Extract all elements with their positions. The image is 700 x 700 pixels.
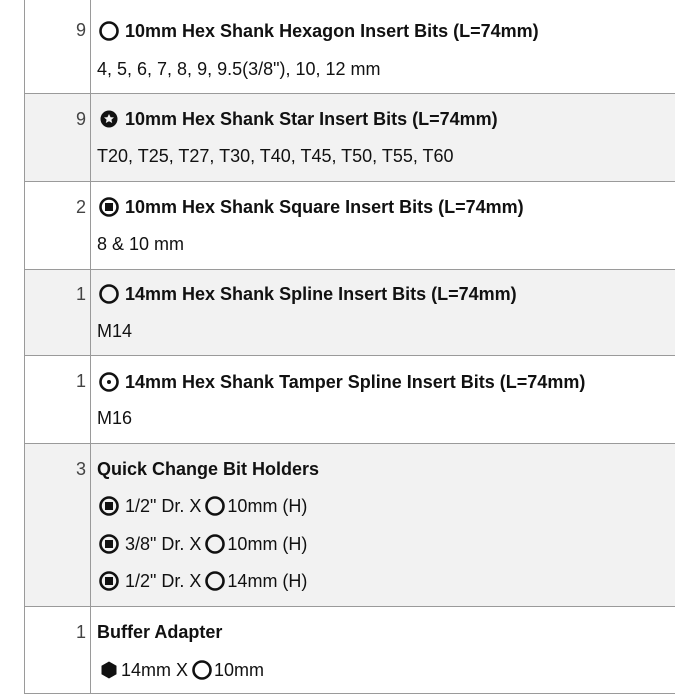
quantity-column-border	[90, 0, 91, 694]
table-row-square-bits	[25, 182, 675, 270]
hexagon-outline-icon	[203, 569, 227, 593]
filled-hexagon-icon	[97, 658, 121, 682]
square-drive-icon	[97, 532, 121, 556]
row-detail: T20, T25, T27, T30, T40, T45, T50, T55, T60	[97, 145, 454, 166]
row-detail: M16	[97, 407, 133, 428]
hexagon-outline-icon	[203, 494, 227, 518]
row-title: Buffer Adapter	[97, 621, 223, 642]
holder-size-text: 10mm (H)	[227, 495, 308, 516]
table-row-spline-bits	[25, 270, 675, 356]
row-quantity: 1	[75, 284, 86, 304]
row-title: Quick Change Bit Holders	[97, 458, 320, 479]
table-row-hexagon-bits	[25, 0, 675, 94]
list-item	[97, 569, 307, 593]
row-title	[97, 19, 539, 43]
hexagon-outline-icon	[97, 19, 121, 43]
row-divider	[25, 693, 675, 694]
row-title	[97, 107, 498, 131]
list-item	[97, 532, 307, 556]
tamper-spline-socket-icon	[97, 370, 121, 394]
square-drive-icon	[97, 494, 121, 518]
row-detail: M14	[97, 320, 133, 341]
row-title-text: 10mm Hex Shank Hexagon Insert Bits (L=74mm)	[125, 20, 539, 41]
holder-drive-text: 3/8" Dr. X	[125, 533, 202, 554]
row-quantity: 1	[75, 371, 86, 391]
row-title	[97, 370, 585, 394]
table-row-tamper-spline-bits	[25, 356, 675, 444]
table-row-bit-holders	[25, 444, 675, 607]
holder-size-text: 14mm (H)	[227, 570, 308, 591]
row-title-text: 10mm Hex Shank Square Insert Bits (L=74mm)	[125, 196, 524, 217]
row-quantity: 1	[75, 622, 86, 642]
square-socket-icon	[97, 195, 121, 219]
row-quantity: 3	[75, 459, 86, 479]
table-row-buffer-adapter	[25, 607, 675, 694]
holder-drive-text: 1/2" Dr. X	[125, 570, 202, 591]
table-row-star-bits	[25, 94, 675, 182]
adapter-detail	[97, 658, 264, 682]
row-quantity: 9	[75, 20, 86, 40]
row-title-text: 10mm Hex Shank Star Insert Bits (L=74mm)	[125, 108, 498, 129]
row-quantity: 9	[75, 109, 86, 129]
hexagon-outline-icon	[190, 658, 214, 682]
star-socket-icon	[97, 107, 121, 131]
square-drive-icon	[97, 569, 121, 593]
list-item	[97, 494, 307, 518]
adapter-from-text: 14mm X	[121, 659, 189, 680]
spline-socket-icon	[97, 282, 121, 306]
holder-drive-text: 1/2" Dr. X	[125, 495, 202, 516]
row-detail: 8 & 10 mm	[97, 233, 185, 254]
row-title	[97, 195, 524, 219]
holder-size-text: 10mm (H)	[227, 533, 308, 554]
adapter-to-text: 10mm	[214, 659, 265, 680]
row-quantity: 2	[75, 197, 86, 217]
row-title-text: 14mm Hex Shank Tamper Spline Insert Bits (L=74mm)	[125, 371, 586, 392]
row-title-text: 14mm Hex Shank Spline Insert Bits (L=74mm)	[125, 283, 517, 304]
row-title	[97, 282, 517, 306]
hexagon-outline-icon	[203, 532, 227, 556]
row-detail: 4, 5, 6, 7, 8, 9, 9.5(3/8"), 10, 12 mm	[97, 58, 381, 79]
